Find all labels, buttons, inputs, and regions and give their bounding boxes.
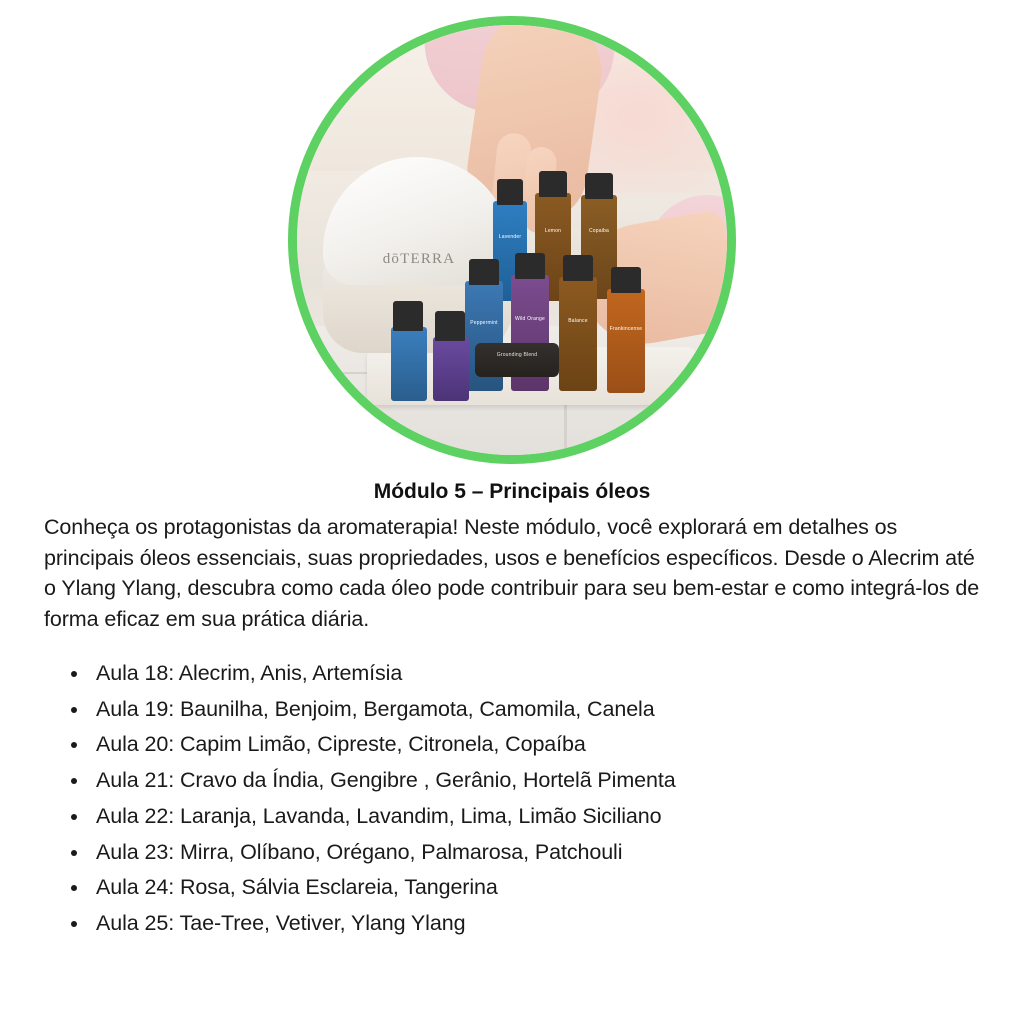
module-title: Módulo 5 – Principais óleos: [373, 480, 651, 503]
hero-circular-frame: [288, 16, 736, 464]
list-item: • Aula 20: Capim Limão, Cipreste, Citronela, Copaíba: [90, 727, 980, 763]
list-item: • Aula 22: Laranja, Lavanda, Lavandim, Lima, Limão Siciliano: [90, 799, 980, 835]
oil-bottle-label: Peppermint: [470, 320, 498, 326]
oil-bottle-label: Wild Orange: [515, 316, 545, 322]
oil-bottle-cap: [435, 311, 465, 341]
list-item: • Aula 24: Rosa, Sálvia Esclareia, Tangerina: [90, 870, 980, 906]
oil-bottle: [433, 337, 469, 401]
oil-bottle: [391, 327, 427, 401]
essential-oils-photo: [297, 25, 727, 455]
oil-bottle-cap: [539, 171, 567, 197]
oil-bottle-label: Lemon: [544, 228, 562, 234]
oil-bottle-cap: [563, 255, 593, 281]
oil-bottle-cap: [515, 253, 545, 279]
module-description: Conheça os protagonistas da aromaterapia! Neste módulo, você explorará em detalhes os principais óleos essenciais, suas propriedades, usos e benefícios específicos. Desde o Alecrim até o Ylang Ylang, descubra como cada óleo pode contribuir para seu bem-estar e como integrá-los de forma eficaz em sua prática diária.: [44, 515, 980, 631]
oil-bottle-label: Grounding Blend: [496, 352, 538, 358]
oil-bottle-cap: [497, 179, 523, 205]
oil-bottle-label: Copaiba: [588, 228, 610, 234]
oil-bottle-label: Frankincense: [609, 326, 643, 332]
oil-bottle-lying: [475, 343, 559, 377]
oil-bottle: [559, 277, 597, 391]
list-item: • Aula 19: Baunilha, Benjoim, Bergamota, Camomila, Canela: [90, 692, 980, 728]
list-item: • Aula 18: Alecrim, Anis, Artemísia: [90, 656, 980, 692]
lesson-list: [44, 656, 980, 942]
oil-bottle-label: Lavender: [498, 234, 522, 240]
list-item: • Aula 21: Cravo da Índia, Gengibre , Gerânio, Hortelã Pimenta: [90, 763, 980, 799]
list-item: • Aula 23: Mirra, Olíbano, Orégano, Palmarosa, Patchouli: [90, 835, 980, 871]
diffuser-brand-label: dōTERRA: [382, 251, 456, 267]
oil-bottle-cap: [469, 259, 499, 285]
list-item: • Aula 25: Tae-Tree, Vetiver, Ylang Ylang: [90, 906, 980, 942]
oil-bottle: [607, 289, 645, 393]
oil-bottle-cap: [393, 301, 423, 331]
oil-bottle-cap: [585, 173, 613, 199]
oil-bottle-label: Balance: [568, 318, 588, 324]
hero-image-container: [44, 16, 980, 464]
oil-bottle-cap: [611, 267, 641, 293]
